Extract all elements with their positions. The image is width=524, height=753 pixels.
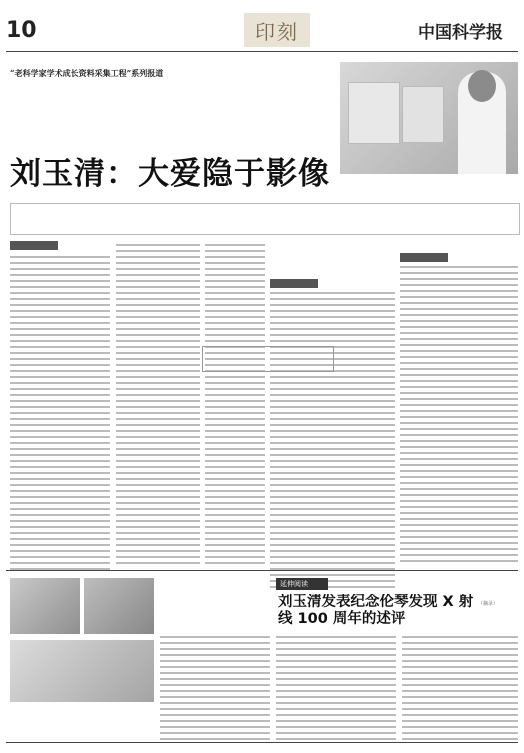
bottom-column-1 (160, 636, 270, 744)
body-column-1 (10, 256, 110, 574)
section-label: 印刻 (244, 13, 310, 47)
body-column-4 (270, 292, 395, 592)
photo-bottom-left-3 (10, 640, 154, 702)
bottom-column-2 (276, 636, 396, 744)
portrait-photo (340, 62, 518, 174)
bottom-title: 刘玉清发表纪念伦琴发现 X 射线 100 周年的述评 (278, 594, 474, 627)
footer-rule (6, 742, 518, 743)
photo-caption-1 (10, 706, 154, 716)
column-head-3 (400, 253, 448, 262)
bottom-rule (6, 570, 518, 571)
column-head-2 (270, 279, 318, 288)
body-column-3 (205, 244, 265, 568)
photo-bottom-left-1 (10, 578, 80, 634)
bottom-title-suffix: （摘录） (478, 601, 499, 607)
byline (150, 191, 270, 199)
intro-text (28, 84, 338, 132)
body-column-5 (400, 266, 518, 566)
lead-text (50, 207, 350, 231)
bottom-tag: 延伸阅读 (276, 578, 328, 590)
series-tag: “老科学家学术成长资料采集工程”系列报道 (10, 68, 164, 78)
masthead-logo: 中国科学报 (418, 23, 503, 40)
page-number: 10 (6, 18, 37, 43)
date-line (44, 37, 184, 45)
header-rule (6, 51, 518, 52)
main-title: 刘玉清：大爱隐于影像 (10, 156, 330, 188)
bottom-column-3 (402, 636, 518, 744)
pull-quote (206, 349, 328, 369)
column-head-1 (10, 241, 58, 250)
body-column-2 (116, 244, 200, 568)
photo-caption-2 (10, 718, 154, 728)
photo-bottom-left-2 (84, 578, 154, 634)
editor-line (368, 43, 518, 51)
